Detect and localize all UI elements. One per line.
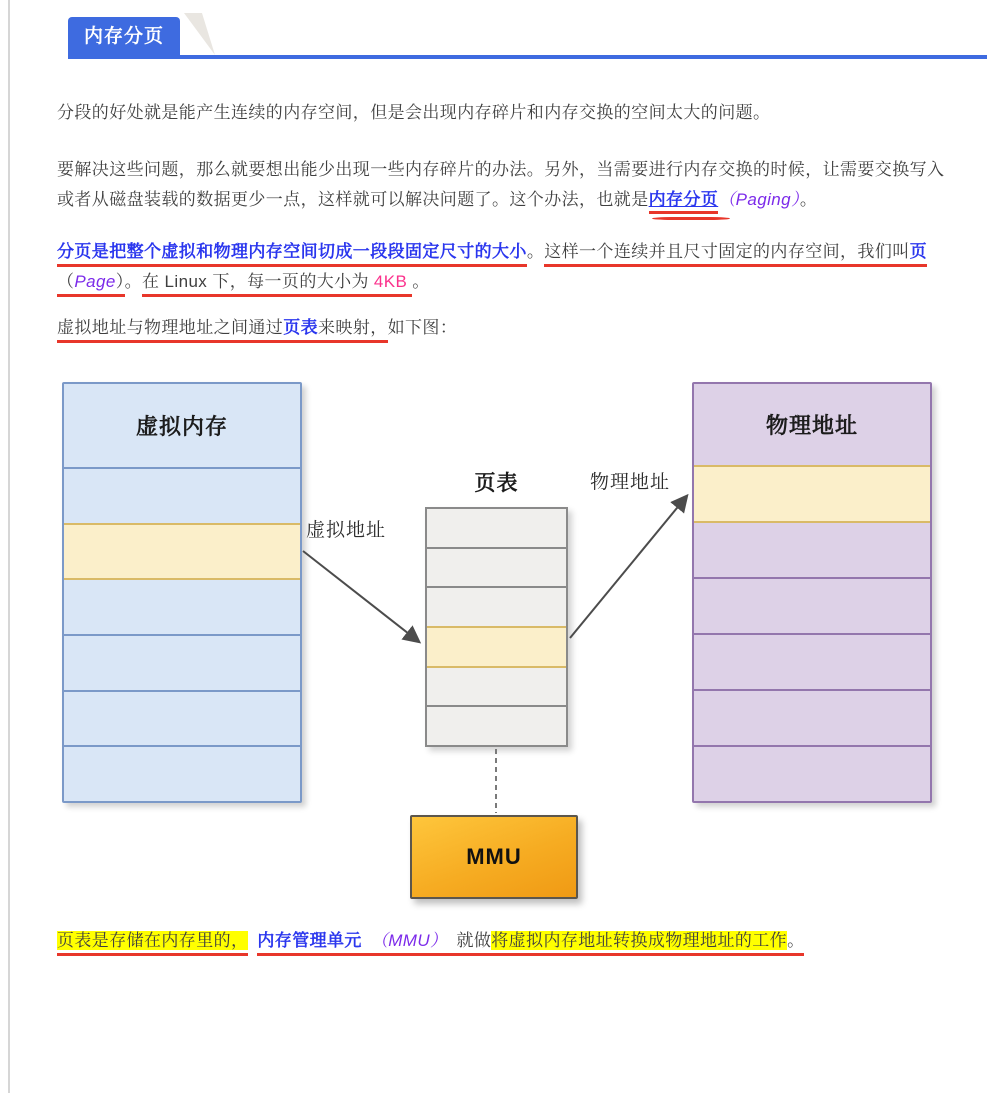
page-size-value: 4KB: [373, 272, 408, 291]
section-header: [0, 0, 992, 60]
highlighted-memory-row: [694, 465, 930, 521]
paging-latin-term: Paging: [735, 190, 791, 209]
highlighted-memory-row: [64, 523, 300, 579]
virtual-address-label: 虚拟地址: [306, 520, 387, 541]
sentence-period: 。: [412, 272, 430, 291]
red-underline-annotation: [57, 242, 527, 267]
paragraph-mapping-lead: [57, 313, 960, 343]
paragraph-mmu-summary: [57, 926, 960, 956]
paragraph-paging-intro: [57, 155, 960, 215]
memory-row: [427, 666, 566, 706]
paren-close: ）: [115, 272, 125, 291]
section-title-badge: 内存分页: [68, 17, 180, 56]
highlighted-text: 将虚拟内存地址转换成物理地址的工作: [491, 931, 788, 950]
physical-address-arrow: [570, 497, 686, 638]
paragraph-text: 在 Linux 下，每一页的大小为: [142, 272, 369, 291]
sentence-period: 。: [124, 272, 143, 291]
memory-row: [427, 547, 566, 587]
sentence-period: 。: [787, 931, 805, 950]
paragraph-text: 如下图：: [387, 318, 458, 337]
memory-row: [427, 705, 566, 745]
mmu-latin-term: MMU: [388, 931, 431, 950]
paragraph-page-definition: [57, 237, 960, 297]
page-term: 页: [909, 242, 928, 261]
virtual-memory-box: [62, 382, 302, 803]
memory-row: [64, 634, 300, 690]
paragraph-segment-benefits: 分段的好处就是能产生连续的内存空间，但是会出现内存碎片和内存交换的空间太大的问题。: [57, 103, 771, 122]
memory-row: [694, 689, 930, 745]
memory-row: [64, 745, 300, 801]
page-latin-term: Page: [74, 272, 116, 291]
mmu-term: 内存管理单元: [257, 931, 362, 950]
highlighted-text: 页表是存储在内存里的，: [57, 931, 249, 950]
virtual-address-arrow: [303, 551, 418, 641]
physical-address-box: [692, 382, 932, 803]
paren-open: （: [718, 190, 736, 209]
physical-address-label: 物理地址: [590, 472, 671, 493]
page-table-box: [425, 507, 568, 747]
physical-address-title: 物理地址: [765, 413, 858, 438]
red-underline-annotation: [649, 190, 719, 214]
paging-diagram: [0, 375, 992, 920]
highlighted-memory-row: [427, 626, 566, 666]
sentence-period: 。: [799, 190, 818, 209]
mmu-box: [410, 815, 578, 899]
red-underline-annotation: [142, 272, 412, 297]
paging-definition-term: 分页是把整个虚拟和物理内存空间切成一段段固定尺寸的大小: [57, 242, 527, 261]
paragraph-text: 来映射，: [318, 318, 388, 337]
virtual-memory-rows: [64, 467, 300, 801]
memory-row: [427, 586, 566, 626]
folded-corner-decoration: [184, 13, 215, 55]
memory-row: [64, 690, 300, 746]
red-underline-annotation: 这样一个连续并且尺寸固定的内存空间，: [544, 242, 857, 267]
mmu-label: MMU: [466, 844, 522, 869]
sentence-period: 。: [526, 242, 545, 261]
physical-address-rows: [694, 465, 930, 801]
red-underline-annotation: [257, 931, 804, 956]
memory-row: [694, 577, 930, 633]
memory-row: [64, 467, 300, 523]
paragraph-text: 虚拟地址与物理地址之间通过: [57, 318, 284, 337]
page-table-rows: [427, 509, 566, 745]
paren-open: （: [370, 931, 389, 950]
paragraph-text: 我们叫: [857, 242, 910, 261]
virtual-memory-title: 虚拟内存: [135, 414, 228, 439]
red-underline-annotation: [57, 931, 248, 956]
memory-row: [694, 745, 930, 801]
memory-row: [694, 521, 930, 577]
red-underline-annotation: [57, 318, 388, 343]
paren-close: ）: [430, 931, 448, 950]
memory-paging-link[interactable]: 内存分页: [648, 190, 719, 209]
paragraph-text: 就做: [456, 931, 492, 950]
article-body: [57, 98, 960, 343]
section-title-rule: [68, 55, 987, 59]
memory-row: [694, 633, 930, 689]
memory-row: [64, 578, 300, 634]
page-table-term: 页表: [283, 318, 319, 337]
paren-open: （: [57, 272, 75, 291]
paren-close: ）: [790, 190, 800, 209]
paragraph-text: 要解决这些问题，那么就要想出能少出现一些内存碎片的办法。另外，当需要进行内存交换的时候，让需要交换写入或者从磁盘装载的数据更少一点，这样就可以解决问题了。这个办法，也就是: [57, 160, 945, 209]
memory-row: [427, 509, 566, 547]
page-table-title: 页表: [474, 472, 519, 495]
